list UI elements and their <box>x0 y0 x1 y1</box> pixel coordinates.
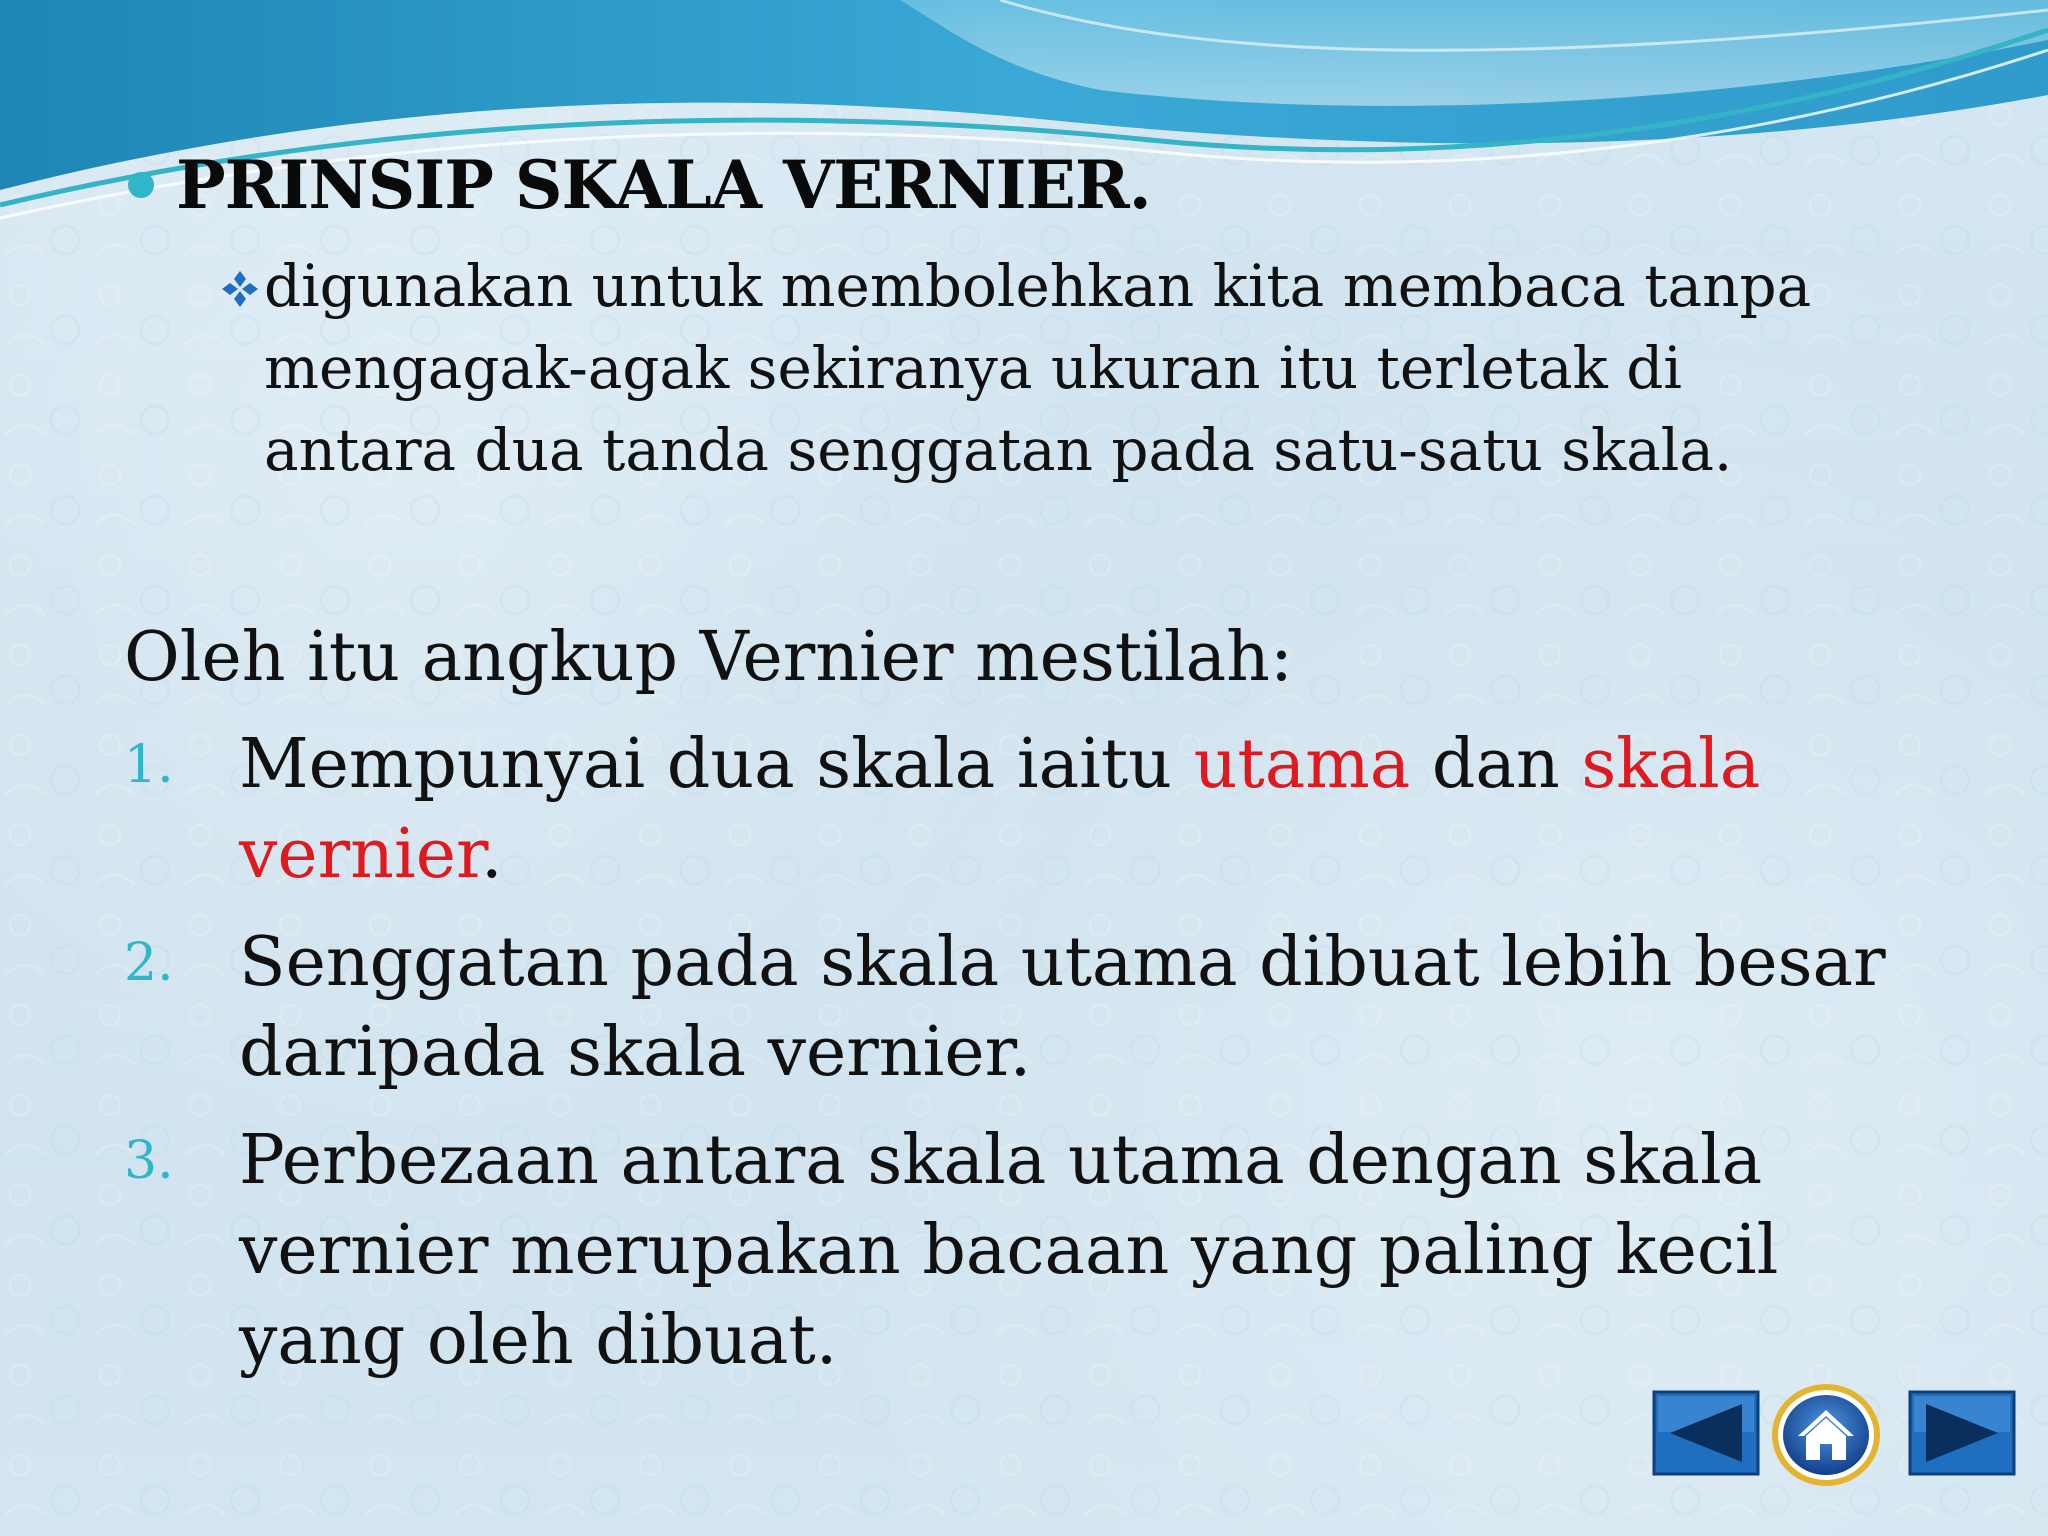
highlight-utama: utama <box>1193 725 1411 804</box>
sub-bullet-text: digunakan untuk membolehkan kita membaca tanpa mengagak-agak sekiranya ukuran itu terletak di antara dua tanda senggatan pada satu-satu skala. <box>264 252 1812 484</box>
list-item <box>124 1116 1924 1386</box>
bullet-dot-icon <box>128 172 154 198</box>
home-button[interactable] <box>1768 1380 1884 1490</box>
list-number: 1. <box>124 735 174 795</box>
intro-text: Oleh itu angkup Vernier mestilah: <box>124 618 1293 697</box>
list-item <box>124 918 1924 1098</box>
list-item-text <box>239 720 1919 900</box>
previous-slide-button[interactable] <box>1652 1390 1760 1476</box>
slide-title: PRINSIP SKALA VERNIER. <box>176 146 1151 224</box>
numbered-list <box>124 720 1924 1404</box>
sub-bullet <box>218 245 1898 491</box>
text-part: Mempunyai dua skala iaitu <box>239 725 1194 804</box>
diamond-bullet-icon <box>218 267 262 311</box>
text-part: . <box>480 815 503 894</box>
text-part: dan <box>1410 725 1582 804</box>
list-number: 3. <box>124 1131 174 1191</box>
list-item <box>124 720 1924 900</box>
list-number: 2. <box>124 933 174 993</box>
list-item-text: Senggatan pada skala utama dibuat lebih besar daripada skala vernier. <box>239 923 1886 1092</box>
title-bullet <box>128 140 1151 230</box>
next-slide-button[interactable] <box>1908 1390 2016 1476</box>
highlight-skala-vernier: skala vernier <box>239 725 1761 894</box>
list-item-text: Perbezaan antara skala utama dengan skala vernier merupakan bacaan yang paling kecil yang oleh dibuat. <box>239 1121 1779 1380</box>
